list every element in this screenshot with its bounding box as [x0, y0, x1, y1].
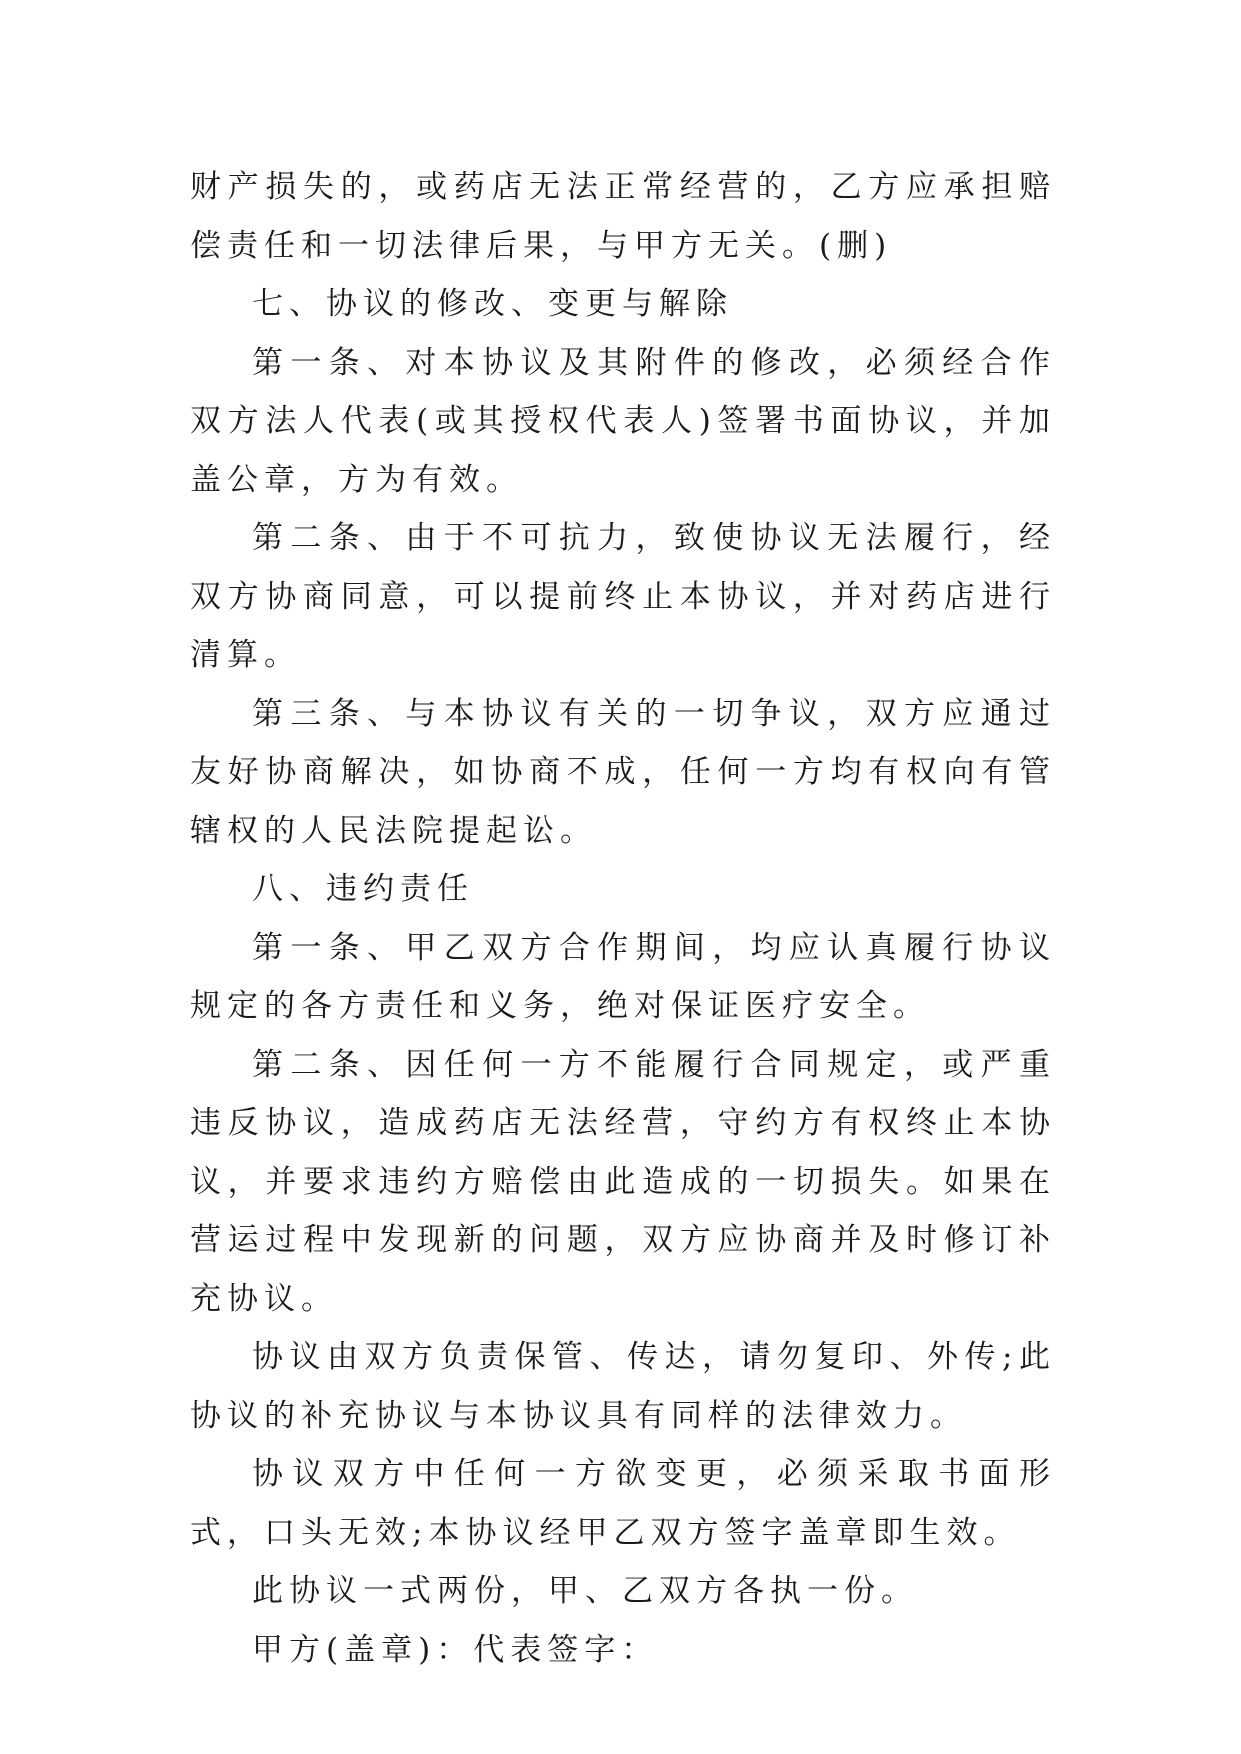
clause-8-1: 第一条、甲乙双方合作期间，均应认真履行协议规定的各方责任和义务，绝对保证医疗安全。 [190, 929, 1056, 1024]
clause-7-3: 第三条、与本协议有关的一切争议，双方应通过友好协商解决，如协商不成，任何一方均有权向有管辖权的人民法院提起讼。 [190, 695, 1056, 849]
section-heading-7: 七、协议的修改、变更与解除 [252, 286, 733, 322]
signature-line-party-a: 甲方(盖章)：代表签字： [252, 1631, 659, 1668]
clause-8-2: 第二条、因任何一方不能履行合同规定，或严重违反协议，造成药店无法经营，守约方有权终止本协议，并要求违约方赔偿由此造成的一切损失。如果在营运过程中发现新的问题，双方应协商并及时修订补充协议。 [190, 1046, 1056, 1317]
paragraph-copies: 此协议一式两份，甲、乙双方各执一份。 [252, 1573, 918, 1609]
clause-7-1: 第一条、对本协议及其附件的修改，必须经合作双方法人代表(或其授权代表人)签署书面协议，并加盖公章，方为有效。 [190, 344, 1056, 498]
document-body [190, 158, 1056, 1679]
paragraph-continuation: 财产损失的，或药店无法正常经营的，乙方应承担赔偿责任和一切法律后果，与甲方无关。(删) [190, 169, 1056, 264]
paragraph-change: 协议双方中任何一方欲变更，必须采取书面形式，口头无效;本协议经甲乙双方签字盖章即生效。 [190, 1456, 1056, 1551]
clause-7-2: 第二条、由于不可抗力，致使协议无法履行，经双方协商同意，可以提前终止本协议，并对药店进行清算。 [190, 520, 1056, 673]
section-heading-8: 八、违约责任 [252, 871, 474, 907]
paragraph-custody: 协议由双方负责保管、传达，请勿复印、外传;此协议的补充协议与本协议具有同样的法律效力。 [190, 1339, 1056, 1434]
